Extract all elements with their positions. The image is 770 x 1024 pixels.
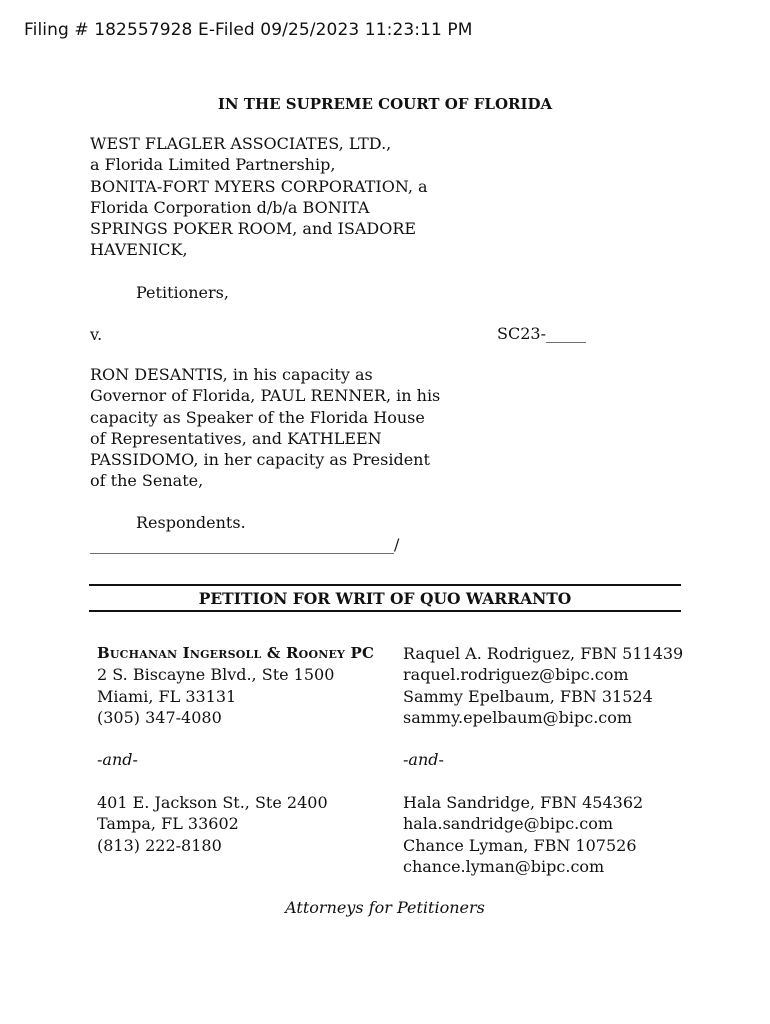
respondent-line: of Representatives, and KATHLEEN (90, 428, 382, 448)
attorneys-footer: Attorneys for Petitioners (285, 898, 485, 917)
respondent-line: capacity as Speaker of the Florida House (90, 407, 425, 427)
spacer (97, 771, 374, 792)
title-rule-top (89, 584, 681, 586)
petitioner-line: HAVENICK, (90, 240, 188, 260)
respondents-block (90, 364, 440, 492)
case-number: SC23-_____ (497, 324, 586, 343)
email-line: sammy.epelbaum@bipc.com (403, 707, 633, 727)
petitioner-line: WEST FLAGLER ASSOCIATES, LTD., (90, 134, 392, 153)
respondent-line: Governor of Florida, PAUL RENNER, in his (90, 386, 441, 406)
and-separator: -and- (97, 750, 138, 770)
title-rule-bottom (89, 610, 681, 612)
signature-line: ______________________________________/ (90, 535, 400, 554)
petitioners-label: Petitioners, (136, 283, 229, 302)
counsel-right-column (403, 643, 683, 877)
attorney-line: Chance Lyman, FBN 107526 (403, 835, 637, 855)
petitioner-line: BONITA-FORT MYERS CORPORATION, a (90, 176, 428, 196)
email-line: raquel.rodriguez@bipc.com (403, 665, 629, 685)
versus-label: v. (90, 325, 103, 344)
address-line: 401 E. Jackson St., Ste 2400 (97, 793, 328, 813)
respondent-line: RON DESANTIS, in his capacity as (90, 365, 373, 384)
address-line: Tampa, FL 33602 (97, 814, 239, 834)
court-heading: IN THE SUPREME COURT OF FLORIDA (217, 95, 553, 113)
petitioner-line: SPRINGS POKER ROOM, and ISADORE (90, 219, 417, 239)
petitioner-line: a Florida Limited Partnership, (90, 155, 336, 175)
filing-stamp: Filing # 182557928 E-Filed 09/25/2023 11:23:11 PM (24, 20, 473, 40)
spacer (97, 728, 374, 749)
email-line: chance.lyman@bipc.com (403, 856, 605, 876)
respondents-label-block (90, 512, 246, 533)
petitioners-label-block (90, 282, 229, 303)
address-line: Miami, FL 33131 (97, 686, 237, 706)
email-line: hala.sandridge@bipc.com (403, 814, 614, 834)
spacer (403, 771, 683, 792)
versus-block (90, 324, 102, 345)
phone-line: (813) 222-8180 (97, 835, 222, 855)
respondent-line: PASSIDOMO, in her capacity as President (90, 450, 430, 470)
phone-line: (305) 347-4080 (97, 707, 222, 727)
spacer (403, 728, 683, 749)
attorney-line: Sammy Epelbaum, FBN 31524 (403, 686, 653, 706)
document-title: PETITION FOR WRIT OF QUO WARRANTO (198, 589, 572, 608)
attorney-line: Hala Sandridge, FBN 454362 (403, 793, 644, 813)
counsel-left-column (97, 643, 374, 856)
attorney-line: Raquel A. Rodriguez, FBN 511439 (403, 644, 684, 663)
and-separator: -and- (403, 750, 444, 770)
respondents-label: Respondents. (136, 513, 246, 532)
respondent-line: of the Senate, (90, 471, 204, 491)
firm-name: Buchanan Ingersoll & Rooney PC (97, 644, 375, 662)
petitioner-line: Florida Corporation d/b/a BONITA (90, 197, 370, 217)
petitioners-block (90, 133, 428, 261)
address-line: 2 S. Biscayne Blvd., Ste 1500 (97, 665, 335, 685)
